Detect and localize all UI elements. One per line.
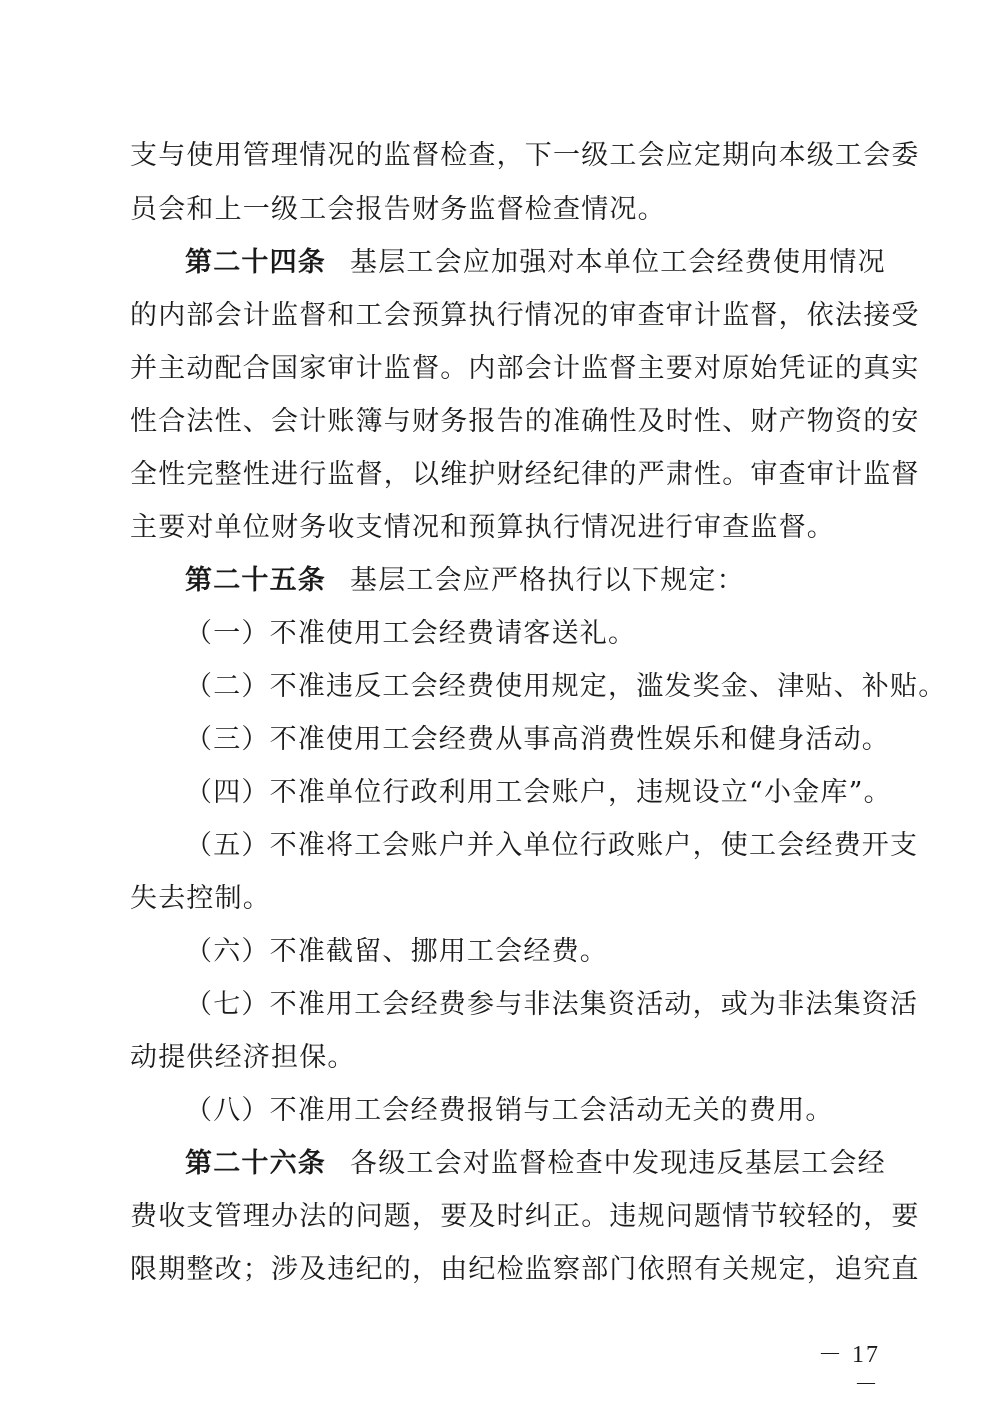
article-title: 第二十四条 [185, 247, 326, 278]
list-item: （六）不准截留、挪用工会经费。 [185, 936, 608, 967]
list-item: （八）不准用工会经费报销与工会活动无关的费用。 [185, 1095, 834, 1126]
text-line: 费收支管理办法的问题，要及时纠正。违规问题情节较轻的，要 [130, 1201, 920, 1232]
text-line: 并主动配合国家审计监督。内部会计监督主要对原始凭证的真实 [130, 353, 920, 384]
text-line: 主要对单位财务收支情况和预算执行情况进行审查监督。 [130, 512, 835, 543]
article-text: 基层工会应加强对本单位工会经费使用情况 [350, 247, 886, 278]
article-24-first-line [185, 243, 886, 283]
list-item: （三）不准使用工会经费从事高消费性娱乐和健身活动。 [185, 724, 890, 755]
text-line: 限期整改；涉及违纪的，由纪检监察部门依照有关规定，追究直 [130, 1254, 920, 1285]
text-line: 失去控制。 [130, 883, 271, 914]
list-item: （四）不准单位行政利用工会账户，违规设立“小金库”。 [185, 777, 892, 808]
text-line: 支与使用管理情况的监督检查，下一级工会应定期向本级工会委 [130, 140, 920, 171]
article-26-first-line [185, 1144, 886, 1184]
list-item: （五）不准将工会账户并入单位行政账户，使工会经费开支 [185, 830, 919, 861]
list-item: （一）不准使用工会经费请客送礼。 [185, 618, 637, 649]
article-title: 第二十五条 [185, 565, 326, 596]
text-line: 性合法性、会计账簿与财务报告的准确性及时性、财产物资的安 [130, 406, 920, 437]
list-item: （二）不准违反工会经费使用规定，滥发奖金、津贴、补贴。 [185, 671, 947, 702]
article-25-first-line [185, 561, 875, 601]
text-line: 全性完整性进行监督，以维护财经纪律的严肃性。审查审计监督 [130, 459, 920, 490]
article-title: 第二十六条 [185, 1148, 326, 1179]
text-line: 员会和上一级工会报告财务监督检查情况。 [130, 194, 666, 225]
article-text: 基层工会应严格执行以下规定： [350, 565, 745, 596]
article-text: 各级工会对监督检查中发现违反基层工会经 [350, 1148, 886, 1179]
text-line: 动提供经济担保。 [130, 1042, 356, 1073]
page-number: － 17 － [818, 1342, 880, 1398]
text-line: 的内部会计监督和工会预算执行情况的审查审计监督，依法接受 [130, 300, 920, 331]
list-item: （七）不准用工会经费参与非法集资活动，或为非法集资活 [185, 989, 919, 1020]
